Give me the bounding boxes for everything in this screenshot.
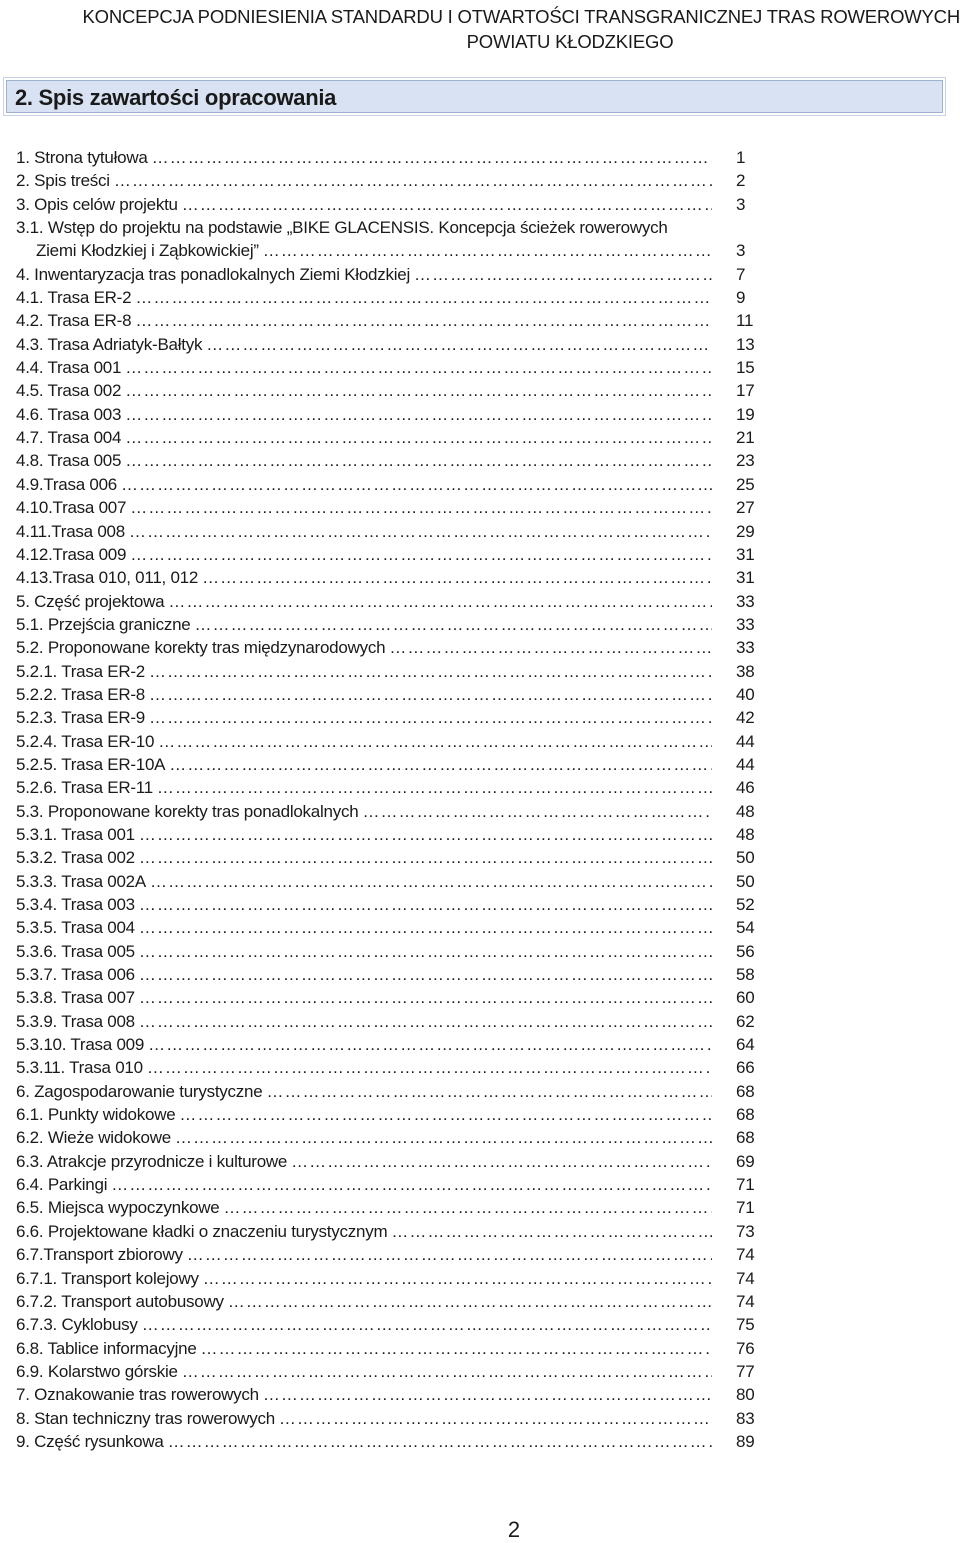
toc-entry <box>0 963 960 986</box>
toc-entry-page: 54 <box>736 918 755 938</box>
toc-entry <box>0 1010 960 1033</box>
toc-entry-label: 4.5. Trasa 002 ……………………………………………………………………………………………………………………………………………………… <box>16 379 712 402</box>
toc-entry <box>0 893 960 916</box>
toc-entry-label: 6.6. Projektowane kładki o znaczeniu turystycznym ……………………………………………………………………………………………………………………………………………………… <box>16 1220 712 1243</box>
toc-entry <box>0 1033 960 1056</box>
toc-entry <box>0 543 960 566</box>
toc-entry-label: 5.2.3. Trasa ER-9 ……………………………………………………………………………………………………………………………………………………… <box>16 706 712 729</box>
toc-entry-label: 4.6. Trasa 003 ……………………………………………………………………………………………………………………………………………………… <box>16 403 712 426</box>
toc-entry-label: 4.8. Trasa 005 ……………………………………………………………………………………………………………………………………………………… <box>16 449 712 472</box>
toc-entry <box>0 1220 960 1243</box>
toc-entry <box>0 1243 960 1266</box>
toc-entry-label: 5. Część projektowa ……………………………………………………………………………………………………………………………………………………… <box>16 590 712 613</box>
toc-entry-label: 5.2.6. Trasa ER-11 ……………………………………………………………………………………………………………………………………………………… <box>16 776 712 799</box>
page-number: 2 <box>507 1517 521 1542</box>
toc-entry <box>0 986 960 1009</box>
toc-entry-label: 6.1. Punkty widokowe ……………………………………………………………………………………………………………………………………………………… <box>16 1103 712 1126</box>
toc-entry <box>0 1150 960 1173</box>
toc-entry-label: 6.4. Parkingi ……………………………………………………………………………………………………………………………………………………… <box>16 1173 712 1196</box>
toc-entry-page: 31 <box>736 544 755 564</box>
toc-entry-page: 31 <box>736 568 755 588</box>
toc-entry <box>0 590 960 613</box>
toc-entry-label: 5.3.6. Trasa 005 ……………………………………………………………………………………………………………………………………………………… <box>16 940 712 963</box>
toc-entry-page: 19 <box>736 404 755 424</box>
toc-entry <box>0 1407 960 1430</box>
toc-entry-label: 4.3. Trasa Adriatyk-Bałtyk ……………………………………………………………………………………………………………………………………………………… <box>16 333 712 356</box>
toc-entry-label: 5.3.8. Trasa 007 ……………………………………………………………………………………………………………………………………………………… <box>16 986 712 1009</box>
toc-entry <box>0 449 960 472</box>
toc-entry <box>0 333 960 356</box>
toc-entry-page: 33 <box>736 591 755 611</box>
toc-entry-label: Ziemi Kłodzkiej i Ząbkowickiej” ……………………………………………………………………………………………………………………………………………………… <box>36 239 712 262</box>
toc-entry-page: 73 <box>736 1221 755 1241</box>
toc-entry-page: 89 <box>736 1431 755 1451</box>
toc-entry-label: 4.10.Trasa 007 ……………………………………………………………………………………………………………………………………………………… <box>16 496 712 519</box>
toc-entry-label: 8. Stan techniczny tras rowerowych ……………………………………………………………………………………………………………………………………………………… <box>16 1407 712 1430</box>
toc-entry <box>0 916 960 939</box>
toc-entry <box>0 1360 960 1383</box>
toc-entry <box>0 263 960 286</box>
toc-entry-page: 1 <box>736 148 746 167</box>
toc-entry-label: 5.3.11. Trasa 010 ……………………………………………………………………………………………………………………………………………………… <box>16 1056 712 1079</box>
toc-entry <box>0 520 960 543</box>
toc-entry <box>0 800 960 823</box>
toc-entry-page: 68 <box>736 1081 755 1101</box>
toc-entry-page: 3 <box>736 241 746 261</box>
toc-entry-page: 44 <box>736 754 755 774</box>
toc-entry <box>0 496 960 519</box>
table-of-contents <box>0 146 960 1453</box>
toc-entry <box>0 1196 960 1219</box>
toc-entry-page: 75 <box>736 1315 755 1335</box>
toc-entry <box>0 1290 960 1313</box>
toc-entry-page: 68 <box>736 1128 755 1148</box>
toc-entry <box>0 426 960 449</box>
toc-entry <box>0 356 960 379</box>
toc-entry-label: 4.13.Trasa 010, 011, 012 ……………………………………………………………………………………………………………………………………………………… <box>16 566 712 589</box>
toc-entry <box>0 193 960 216</box>
toc-entry <box>0 379 960 402</box>
toc-entry-page: 69 <box>736 1151 755 1171</box>
toc-entry-label: 5.2.5. Trasa ER-10A ……………………………………………………………………………………………………………………………………………………… <box>16 753 712 776</box>
toc-entry-label: 5.2.1. Trasa ER-2 ……………………………………………………………………………………………………………………………………………………… <box>16 660 712 683</box>
toc-entry-page: 29 <box>736 521 755 541</box>
toc-entry <box>0 660 960 683</box>
toc-entry-page: 56 <box>736 941 755 961</box>
toc-entry <box>0 169 960 192</box>
toc-entry-label: 6.7.Transport zbiorowy ……………………………………………………………………………………………………………………………………………………… <box>16 1243 712 1266</box>
toc-entry-page: 40 <box>736 684 755 704</box>
toc-entry-page: 23 <box>736 451 755 471</box>
toc-entry-label: 6.2. Wieże widokowe ……………………………………………………………………………………………………………………………………………………… <box>16 1126 712 1149</box>
toc-entry-label: 5.3.1. Trasa 001 ……………………………………………………………………………………………………………………………………………………… <box>16 823 712 846</box>
section-title-box <box>6 80 943 113</box>
toc-entry <box>0 823 960 846</box>
toc-entry-label: 6.8. Tablice informacyjne ……………………………………………………………………………………………………………………………………………………… <box>16 1337 712 1360</box>
toc-entry-label: 2. Spis treści ……………………………………………………………………………………………………………………………………………………… <box>16 169 712 192</box>
toc-entry-page: 74 <box>736 1268 755 1288</box>
document-header <box>30 4 960 54</box>
toc-entry-page: 80 <box>736 1385 755 1405</box>
toc-entry-page: 21 <box>736 428 755 448</box>
toc-entry <box>0 309 960 332</box>
toc-entry-page: 68 <box>736 1105 755 1125</box>
toc-entry-page: 62 <box>736 1011 755 1031</box>
toc-entry-page: 74 <box>736 1291 755 1311</box>
header-line-1: KONCEPCJA PODNIESIENIA STANDARDU I OTWARTOŚCI TRANSGRANICZNEJ TRAS ROWEROWYCH <box>82 6 960 27</box>
toc-entry <box>0 753 960 776</box>
toc-entry-label: 7. Oznakowanie tras rowerowych ……………………………………………………………………………………………………………………………………………………… <box>16 1383 712 1406</box>
toc-entry <box>0 1103 960 1126</box>
toc-entry-label: 5.3.10. Trasa 009 ……………………………………………………………………………………………………………………………………………………… <box>16 1033 712 1056</box>
toc-entry-page: 17 <box>736 381 755 401</box>
toc-entry-label: 5.3.2. Trasa 002 ……………………………………………………………………………………………………………………………………………………… <box>16 846 712 869</box>
toc-entry <box>0 403 960 426</box>
toc-entry-label: 5.3.3. Trasa 002A ……………………………………………………………………………………………………………………………………………………… <box>16 870 712 893</box>
toc-entry-page: 60 <box>736 988 755 1008</box>
toc-entry <box>0 730 960 753</box>
toc-entry-page: 64 <box>736 1035 755 1055</box>
toc-entry-label: 3.1. Wstęp do projektu na podstawie „BIKE GLACENSIS. Koncepcja ścieżek rowerowych <box>16 218 668 238</box>
toc-entry-page: 50 <box>736 871 755 891</box>
toc-entry-page: 33 <box>736 638 755 658</box>
toc-entry <box>0 1430 960 1453</box>
section-title: 2. Spis zawartości opracowania <box>15 85 337 110</box>
toc-entry <box>0 683 960 706</box>
toc-entry-label: 6.7.2. Transport autobusowy ……………………………………………………………………………………………………………………………………………………… <box>16 1290 712 1313</box>
toc-entry-page: 48 <box>736 801 755 821</box>
toc-entry-label: 6.3. Atrakcje przyrodnicze i kulturowe ……………………………………………………………………………………………………………………………………………………… <box>16 1150 712 1173</box>
toc-entry-label: 4.1. Trasa ER-2 ……………………………………………………………………………………………………………………………………………………… <box>16 286 712 309</box>
toc-entry <box>0 1337 960 1360</box>
toc-entry-page: 48 <box>736 824 755 844</box>
toc-entry-label: 4.9.Trasa 006 ……………………………………………………………………………………………………………………………………………………… <box>16 473 712 496</box>
toc-entry <box>0 776 960 799</box>
toc-entry <box>0 1267 960 1290</box>
toc-entry-label: 6.7.1. Transport kolejowy ……………………………………………………………………………………………………………………………………………………… <box>16 1267 712 1290</box>
toc-entry-label: 6.7.3. Cyklobusy ……………………………………………………………………………………………………………………………………………………… <box>16 1313 712 1336</box>
toc-entry-page: 13 <box>736 334 755 354</box>
toc-entry-page: 15 <box>736 358 755 378</box>
toc-entry-page: 11 <box>736 311 754 331</box>
toc-entry-page: 46 <box>736 778 755 798</box>
toc-entry-label: 5.1. Przejścia graniczne ……………………………………………………………………………………………………………………………………………………… <box>16 613 712 636</box>
toc-entry-page: 25 <box>736 474 755 494</box>
toc-entry-page: 83 <box>736 1408 755 1428</box>
toc-entry-label: 5.2.2. Trasa ER-8 ……………………………………………………………………………………………………………………………………………………… <box>16 683 712 706</box>
toc-entry-page: 71 <box>736 1198 755 1218</box>
header-line-2: POWIATU KŁODZKIEGO <box>466 31 674 52</box>
toc-entry-label: 4.2. Trasa ER-8 ……………………………………………………………………………………………………………………………………………………… <box>16 309 712 332</box>
toc-entry-label: 1. Strona tytułowa ……………………………………………………………………………………………………………………………………………………… <box>16 146 712 169</box>
toc-entry <box>0 870 960 893</box>
toc-entry <box>0 846 960 869</box>
toc-entry-page: 76 <box>736 1338 755 1358</box>
toc-entry-label: 5.3. Proponowane korekty tras ponadlokalnych ……………………………………………………………………………………………………………………………………………………… <box>16 800 712 823</box>
toc-entry <box>0 566 960 589</box>
toc-entry <box>0 1313 960 1336</box>
toc-entry <box>0 636 960 659</box>
toc-entry-page: 3 <box>736 194 746 214</box>
toc-entry-page: 42 <box>736 708 755 728</box>
toc-entry <box>0 706 960 729</box>
toc-entry-page: 52 <box>736 895 755 914</box>
toc-entry-label: 5.3.9. Trasa 008 ……………………………………………………………………………………………………………………………………………………… <box>16 1010 712 1033</box>
toc-entry-page: 66 <box>736 1058 755 1078</box>
toc-entry <box>0 1126 960 1149</box>
toc-entry-label: 9. Część rysunkowa ……………………………………………………………………………………………………………………………………………………… <box>16 1430 712 1453</box>
toc-entry-page: 33 <box>736 614 755 634</box>
toc-entry-label: 5.2.4. Trasa ER-10 ……………………………………………………………………………………………………………………………………………………… <box>16 730 712 753</box>
toc-entry-page: 50 <box>736 848 755 868</box>
toc-entry-label: 4.7. Trasa 004 ……………………………………………………………………………………………………………………………………………………… <box>16 426 712 449</box>
toc-entry-label: 5.2. Proponowane korekty tras międzynarodowych ……………………………………………………………………………………………………………………………………………………… <box>16 636 712 659</box>
toc-entry-page: 27 <box>736 498 755 518</box>
toc-entry <box>0 1383 960 1406</box>
toc-entry-page: 2 <box>736 171 746 191</box>
toc-entry-label: 4.4. Trasa 001 ……………………………………………………………………………………………………………………………………………………… <box>16 356 712 379</box>
toc-entry <box>0 286 960 309</box>
toc-entry <box>0 613 960 636</box>
toc-entry-label: 6. Zagospodarowanie turystyczne ……………………………………………………………………………………………………………………………………………………… <box>16 1080 712 1103</box>
toc-entry-label: 5.3.4. Trasa 003 ……………………………………………………………………………………………………………………………………………………… <box>16 893 712 916</box>
toc-entry-page: 7 <box>736 264 746 284</box>
toc-entry-page: 77 <box>736 1361 755 1381</box>
toc-entry-label: 3. Opis celów projektu ……………………………………………………………………………………………………………………………………………………… <box>16 193 712 216</box>
toc-entry-label: 6.9. Kolarstwo górskie ……………………………………………………………………………………………………………………………………………………… <box>16 1360 712 1383</box>
toc-entry-label: 4.12.Trasa 009 ……………………………………………………………………………………………………………………………………………………… <box>16 543 712 566</box>
toc-entry-page: 44 <box>736 731 755 751</box>
toc-entry <box>0 216 960 239</box>
toc-entry <box>0 1056 960 1079</box>
toc-entry-page: 9 <box>736 288 746 308</box>
toc-entry <box>0 1080 960 1103</box>
toc-entry-page: 38 <box>736 661 755 681</box>
toc-entry-label: 6.5. Miejsca wypoczynkowe ……………………………………………………………………………………………………………………………………………………… <box>16 1196 712 1219</box>
toc-entry <box>0 1173 960 1196</box>
toc-entry <box>0 146 960 169</box>
toc-entry-label: 5.3.7. Trasa 006 ……………………………………………………………………………………………………………………………………………………… <box>16 963 712 986</box>
toc-entry <box>0 473 960 496</box>
toc-entry-page: 58 <box>736 965 755 985</box>
toc-entry <box>0 239 960 262</box>
toc-entry-label: 4.11.Trasa 008 ……………………………………………………………………………………………………………………………………………………… <box>16 520 712 543</box>
toc-entry-label: 5.3.5. Trasa 004 ……………………………………………………………………………………………………………………………………………………… <box>16 916 712 939</box>
toc-entry <box>0 940 960 963</box>
toc-entry-page: 74 <box>736 1245 755 1265</box>
toc-entry-label: 4. Inwentaryzacja tras ponadlokalnych Ziemi Kłodzkiej ……………………………………………………………………………………………………………………………………………………… <box>16 263 712 286</box>
toc-entry-page: 71 <box>736 1175 755 1195</box>
